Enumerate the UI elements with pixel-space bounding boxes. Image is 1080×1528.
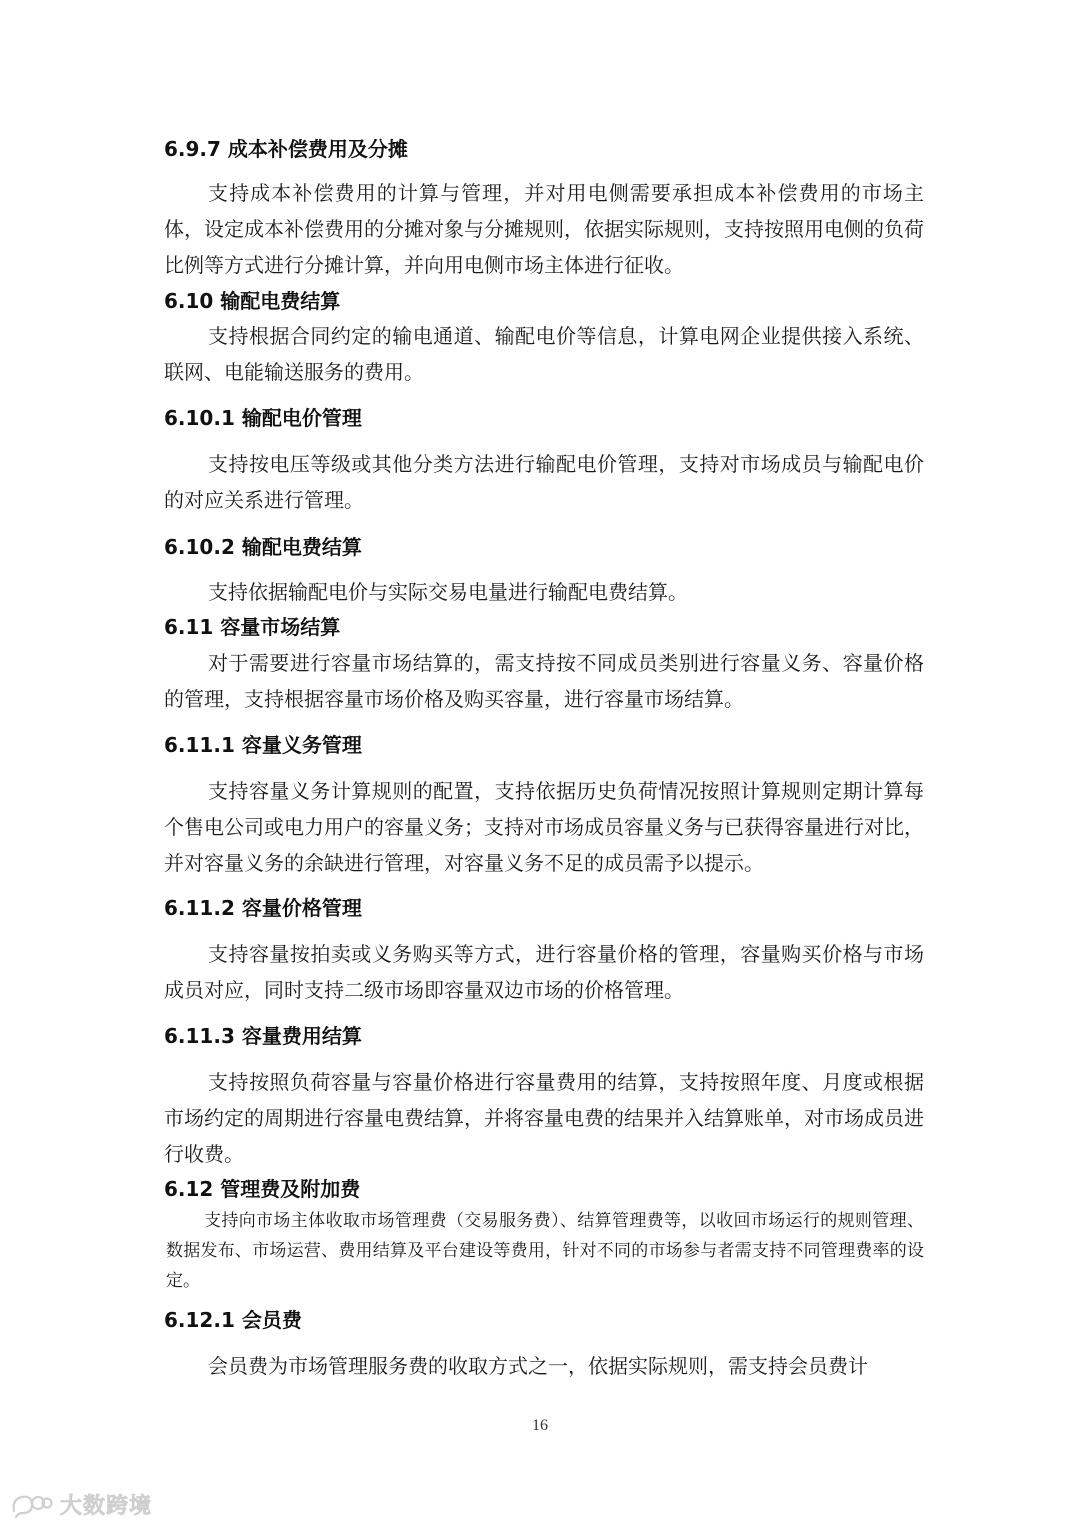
section-body-6-11-2: 支持容量按拍卖或义务购买等方式，进行容量价格的管理，容量购买价格与市场成员对应，同时支持二级市场即容量双边市场的价格管理。 bbox=[164, 942, 924, 1002]
section-body-6-10-2: 支持依据输配电价与实际交易电量进行输配电费结算。 bbox=[208, 580, 688, 604]
section-heading-6-12-1: 6.12.1 会员费 bbox=[164, 1308, 302, 1332]
page-number: 16 bbox=[532, 1417, 548, 1434]
section-heading-6-9-7: 6.9.7 成本补偿费用及分摊 bbox=[164, 137, 408, 161]
section-body-6-11-1: 支持容量义务计算规则的配置，支持依据历史负荷情况按照计算规则定期计算每个售电公司或电力用户的容量义务；支持对市场成员容量义务与已获得容量进行对比，并对容量义务的余缺进行管理，对容量义务不足的成员需予以提示。 bbox=[164, 779, 924, 875]
section-heading-6-10-1: 6.10.1 输配电价管理 bbox=[164, 406, 362, 430]
section-body-6-12-1: 会员费为市场管理服务费的收取方式之一，依据实际规则，需支持会员费计 bbox=[208, 1354, 868, 1378]
watermark-logo-icon bbox=[10, 1489, 54, 1519]
section-heading-6-11-2: 6.11.2 容量价格管理 bbox=[164, 896, 362, 920]
section-body-6-12: 支持向市场主体收取市场管理费（交易服务费）、结算管理费等，以收回市场运行的规则管理、数据发布、市场运营、费用结算及平台建设等费用，针对不同的市场参与者需支持不同管理费率的设定。 bbox=[166, 1211, 924, 1291]
section-body-6-11: 对于需要进行容量市场结算的，需支持按不同成员类别进行容量义务、容量价格的管理，支持根据容量市场价格及购买容量，进行容量市场结算。 bbox=[164, 651, 924, 711]
section-body-6-11-3: 支持按照负荷容量与容量价格进行容量费用的结算，支持按照年度、月度或根据市场约定的周期进行容量电费结算，并将容量电费的结果并入结算账单，对市场成员进行收费。 bbox=[164, 1070, 924, 1166]
section-heading-6-11-1: 6.11.1 容量义务管理 bbox=[164, 733, 362, 757]
section-heading-6-12: 6.12 管理费及附加费 bbox=[164, 1177, 361, 1201]
section-body-6-9-7: 支持成本补偿费用的计算与管理，并对用电侧需要承担成本补偿费用的市场主体，设定成本补偿费用的分摊对象与分摊规则，依据实际规则，支持按照用电侧的负荷比例等方式进行分摊计算，并向用电侧市场主体进行征收。 bbox=[164, 181, 924, 277]
section-heading-6-11-3: 6.11.3 容量费用结算 bbox=[164, 1024, 362, 1048]
section-heading-6-10-2: 6.10.2 输配电费结算 bbox=[164, 535, 362, 559]
watermark bbox=[10, 1488, 152, 1520]
section-heading-6-11: 6.11 容量市场结算 bbox=[164, 615, 341, 639]
section-body-6-10: 支持根据合同约定的输电通道、输配电价等信息，计算电网企业提供接入系统、联网、电能输送服务的费用。 bbox=[164, 324, 924, 384]
section-heading-6-10: 6.10 输配电费结算 bbox=[164, 289, 341, 313]
watermark-text: 大数跨境 bbox=[60, 1493, 153, 1519]
section-body-6-10-1: 支持按电压等级或其他分类方法进行输配电价管理，支持对市场成员与输配电价的对应关系进行管理。 bbox=[164, 452, 924, 512]
